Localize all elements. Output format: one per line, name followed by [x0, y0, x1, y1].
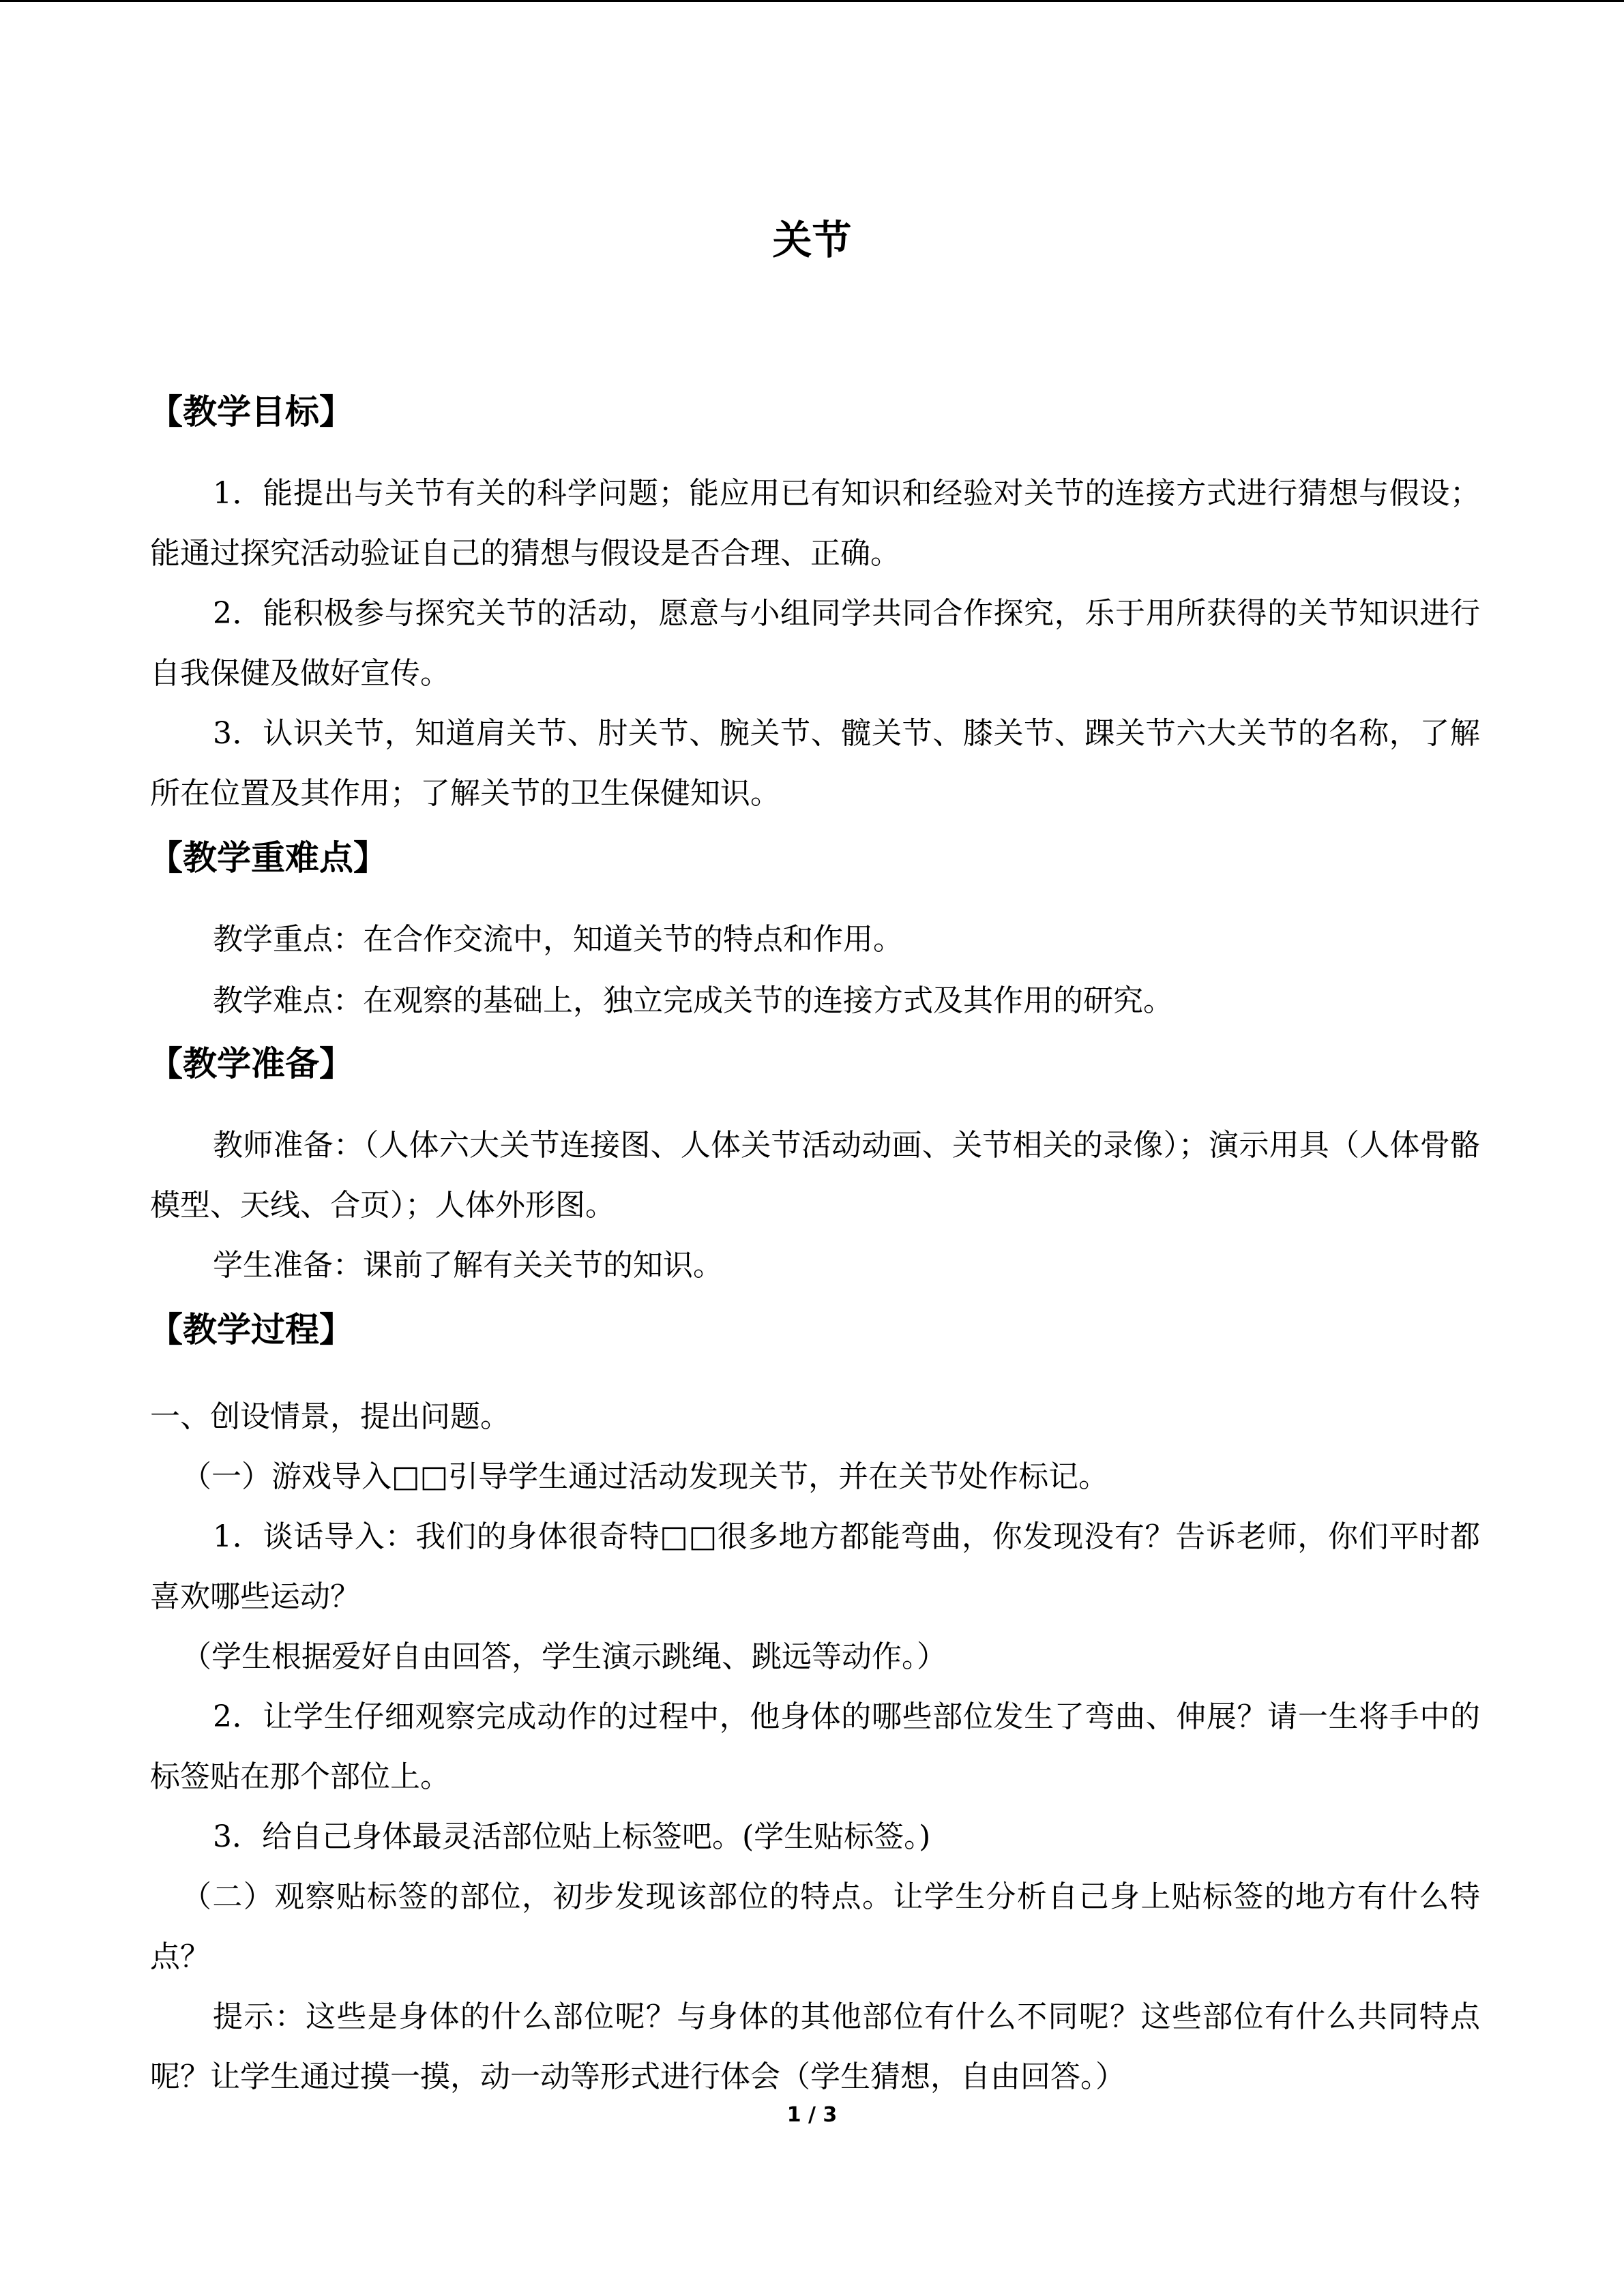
objective-item-3: 3．认识关节，知道肩关节、肘关节、腕关节、髋关节、膝关节、踝关节六大关节的名称，了解所在位置及其作用；了解关节的卫生保健知识。 [150, 716, 1480, 811]
objectives-heading: 【教学目标】 [149, 392, 353, 432]
process-step-1: 一、创设情景，提出问题。 [150, 1399, 510, 1434]
process-substep-1: （一）游戏导入□□引导学生通过活动发现关节，并在关节处作标记。 [181, 1459, 1109, 1494]
process-item-2: 2．让学生仔细观察完成动作的过程中，他身体的哪些部位发生了弯曲、伸展？请一生将手中的标签贴在那个部位上。 [150, 1699, 1480, 1794]
key-point-focus: 教学重点：在合作交流中，知道关节的特点和作用。 [213, 922, 903, 957]
preparation-teacher: 教师准备：（人体六大关节连接图、人体关节活动动画、关节相关的录像）；演示用具（人体骨骼模型、天线、合页）；人体外形图。 [150, 1128, 1480, 1223]
process-hint: 提示：这些是身体的什么部位呢？与身体的其他部位有什么不同呢？这些部位有什么共同特点呢？让学生通过摸一摸，动一动等形式进行体会（学生猜想，自由回答。） [150, 1999, 1480, 2094]
key-point-difficulty: 教学难点：在观察的基础上，独立完成关节的连接方式及其作用的研究。 [213, 983, 1173, 1018]
process-item-1: 1．谈话导入：我们的身体很奇特□□很多地方都能弯曲，你发现没有？告诉老师，你们平时都喜欢哪些运动？ [150, 1519, 1480, 1614]
process-item-3: 3．给自己身体最灵活部位贴上标签吧。(学生贴标签。) [213, 1819, 931, 1854]
objective-item-1: 1．能提出与关节有关的科学问题；能应用已有知识和经验对关节的连接方式进行猜想与假设；能通过探究活动验证自己的猜想与假设是否合理、正确。 [150, 476, 1480, 571]
objective-item-2: 2．能积极参与探究关节的活动，愿意与小组同学共同合作探究，乐于用所获得的关节知识进行自我保健及做好宣传。 [150, 596, 1480, 691]
document-title: 关节 [772, 217, 852, 263]
process-heading: 【教学过程】 [149, 1310, 353, 1350]
process-student-response: （学生根据爱好自由回答，学生演示跳绳、跳远等动作。） [181, 1639, 947, 1674]
process-substep-2: （二）观察贴标签的部位，初步发现该部位的特点。让学生分析自己身上贴标签的地方有什么特点？ [150, 1879, 1480, 1974]
key-points-heading: 【教学重难点】 [149, 838, 387, 878]
preparation-heading: 【教学准备】 [149, 1044, 353, 1084]
page-number: 1 / 3 [786, 2103, 838, 2127]
preparation-student: 学生准备：课前了解有关关节的知识。 [213, 1248, 723, 1283]
